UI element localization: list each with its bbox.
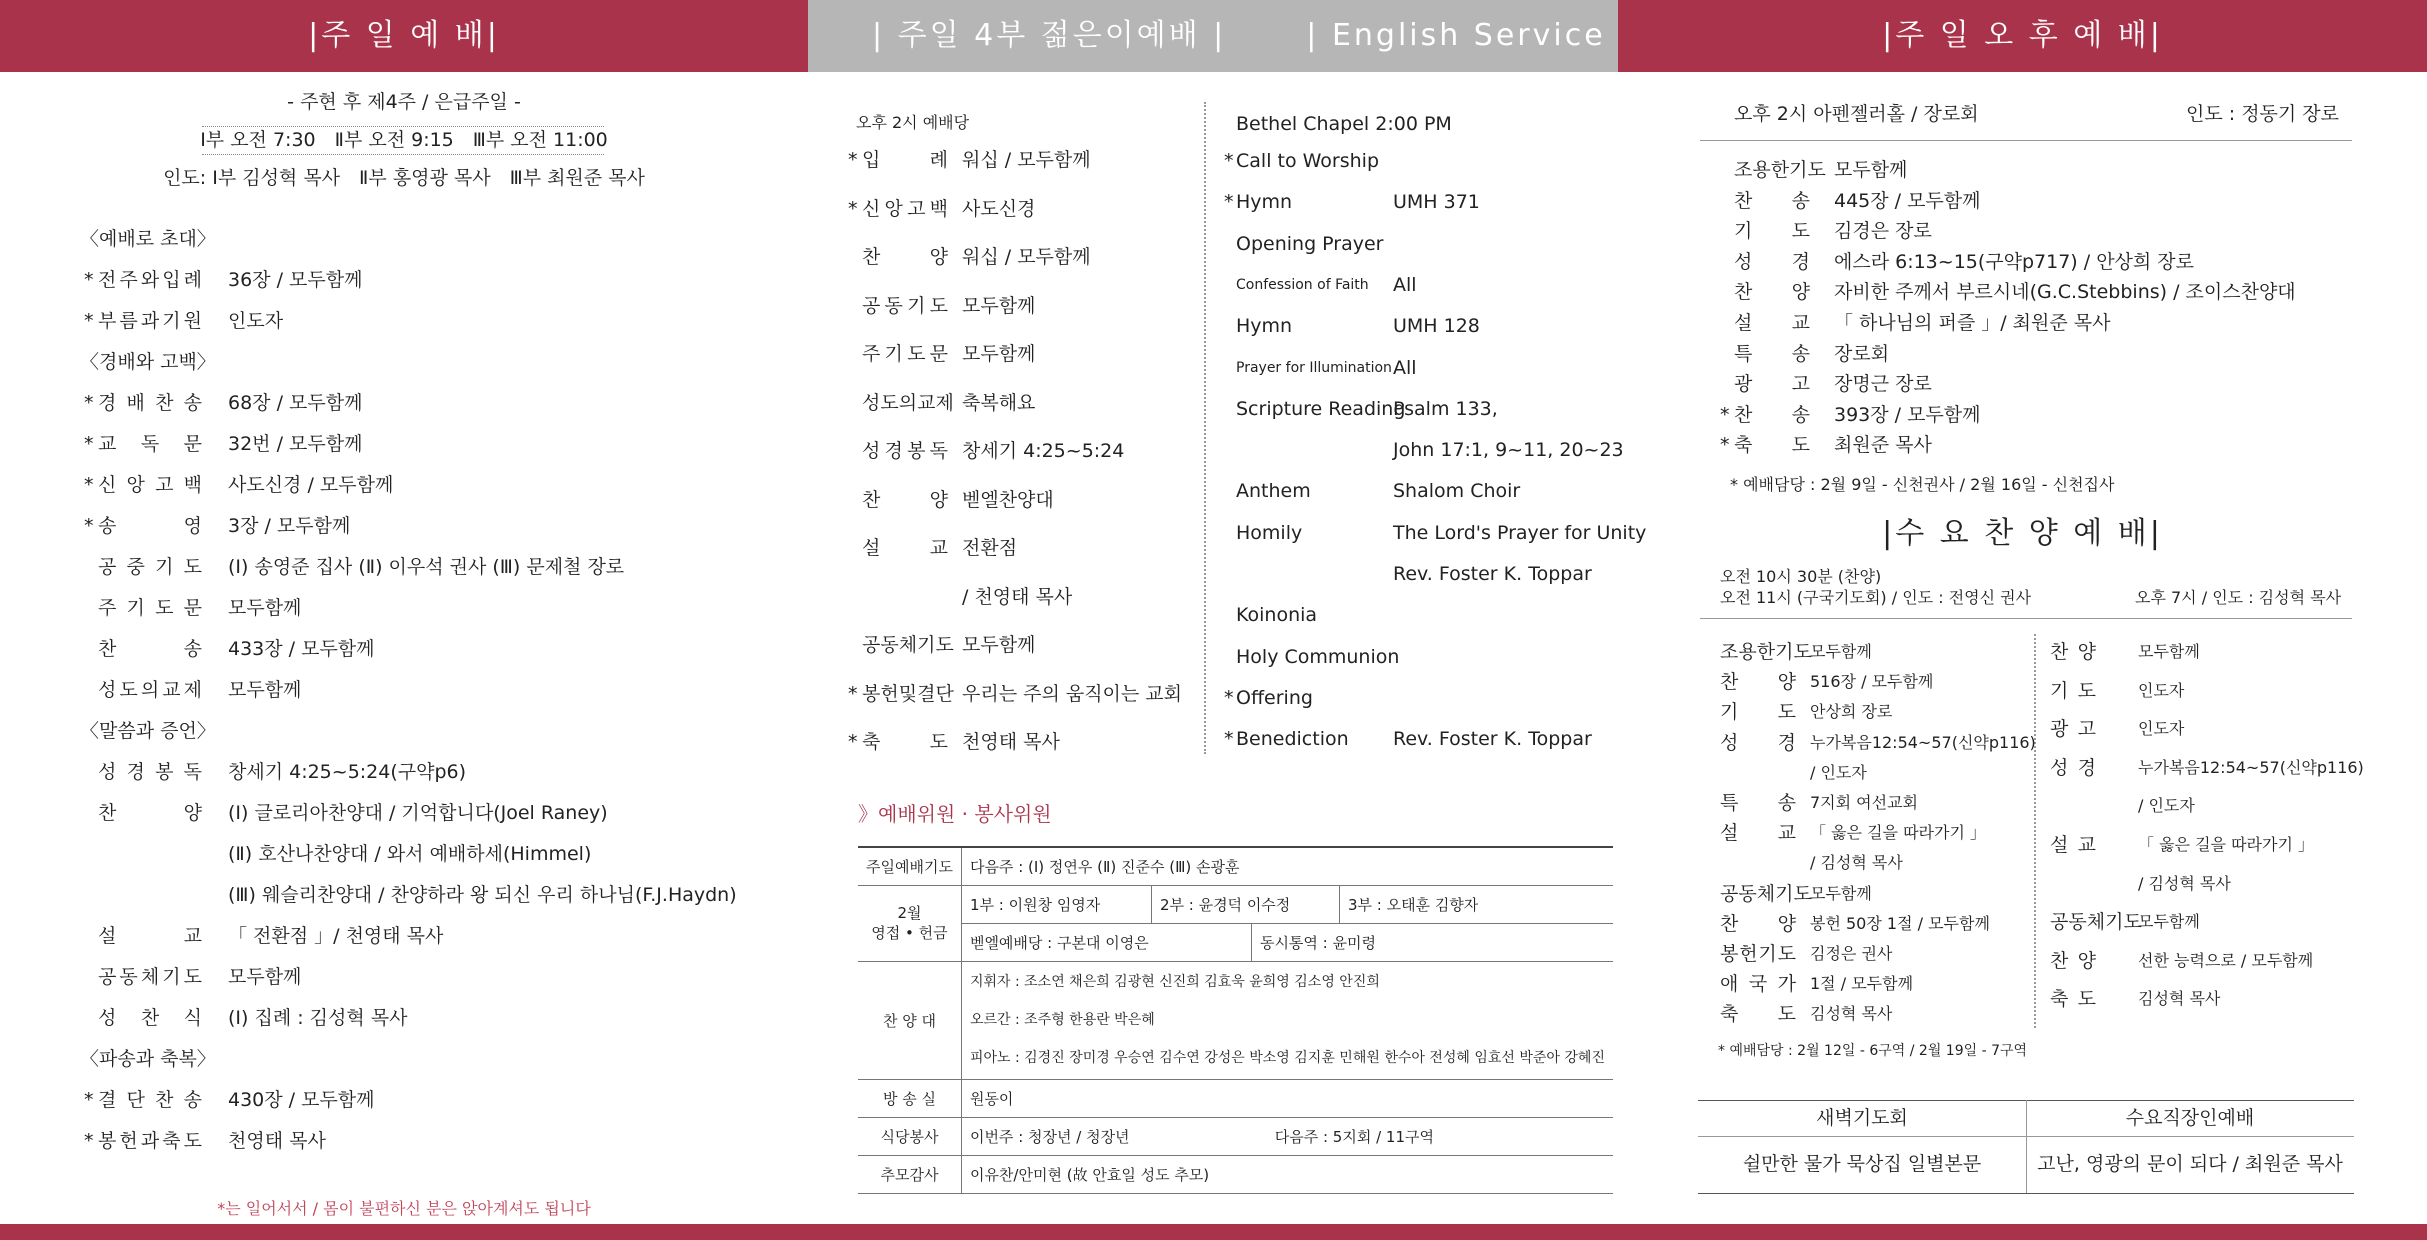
sunday-times: Ⅰ부 오전 7:30 Ⅱ부 오전 9:15 Ⅲ부 오전 11:00 — [200, 129, 608, 151]
item-value: Rev. Foster K. Toppar — [1393, 563, 1592, 585]
item-label: 축 도 — [1720, 1003, 1796, 1026]
wednesday-header: |수 요 찬 양 예 배| — [1882, 516, 2163, 551]
item-value: 7지회 여선교회 — [1810, 793, 1919, 812]
item-label: 경 배 찬 송 — [98, 392, 202, 414]
item-label: 광 고 — [2050, 718, 2096, 741]
item-value: John 17:1, 9~11, 20~23 — [1393, 439, 1624, 462]
item-value: 자비한 주께서 부르시네(G.C.Stebbins) / 조이스찬양대 — [1834, 281, 2296, 304]
item-value: 사도신경 / 모두함께 — [228, 474, 394, 496]
item-label: Koinonia — [1236, 604, 1318, 627]
weekly-value: 다음주 : (Ⅰ) 정연우 (Ⅱ) 진준수 (Ⅲ) 손광훈 — [961, 847, 1613, 885]
greeters-1: 1부 : 이원창 임영자 — [962, 886, 1152, 923]
item-value: 「 전환점 」/ 천영태 목사 — [228, 925, 444, 947]
item-label: Hymn — [1236, 315, 1293, 338]
item-label: 찬 양 — [862, 488, 948, 511]
item-label: 특 송 — [1734, 342, 1810, 365]
item-value: 사도신경 — [962, 197, 1036, 220]
standing-marker-icon: * — [84, 392, 94, 414]
center-divider — [1204, 102, 1206, 754]
item-label: 성 경 봉 독 — [98, 761, 202, 783]
english-place: Bethel Chapel 2:00 PM — [1236, 113, 1452, 135]
item-label: 찬 송 — [1734, 403, 1810, 426]
committee-title: 》예배위원 · 봉사위원 — [858, 802, 1052, 826]
wednesday-divider — [1700, 618, 2352, 619]
item-label: 전 주 와 입 례 — [98, 269, 202, 291]
item-label: 설 교 — [862, 537, 948, 559]
weekly-label: 주일예배기도 — [858, 847, 961, 885]
item-value: 433장 / 모두함께 — [228, 638, 375, 660]
item-label: Homily — [1236, 521, 1303, 544]
wednesday-morning-praise: 오전 10시 30분 (찬양) — [1720, 567, 1882, 586]
dining-cell — [961, 1117, 1613, 1155]
item-label: 조 용 한 기 도 — [1734, 159, 1826, 181]
item-label: 신 앙 고 백 — [98, 474, 202, 496]
item-label: 찬 양 — [2050, 641, 2096, 663]
standing-marker-icon: * — [1224, 686, 1234, 709]
item-label: Opening Prayer — [1236, 232, 1384, 255]
month-label — [858, 885, 961, 961]
item-value: 모두함께 — [962, 634, 1036, 656]
item-value: 68장 / 모두함께 — [228, 392, 363, 414]
item-label: 부 름 과 기 원 — [98, 310, 202, 332]
item-label: 기 도 — [2050, 679, 2096, 702]
item-label: 결 단 찬 송 — [98, 1089, 202, 1111]
item-label: 찬 양 — [1734, 281, 1810, 304]
dining-label: 식당봉사 — [858, 1117, 961, 1155]
standing-marker-icon: * — [1224, 150, 1234, 172]
item-value: 봉헌 50장 1절 / 모두함께 — [1810, 913, 1990, 933]
item-value: 김경은 장로 — [1834, 220, 1932, 243]
item-value: (Ⅱ) 호산나찬양대 / 와서 예배하세(Himmel) — [228, 843, 592, 865]
item-value: 축복해요 — [962, 391, 1036, 414]
item-label: 성 경 봉 독 — [862, 440, 948, 462]
memorial-label: 추모감사 — [858, 1155, 961, 1193]
item-value: (Ⅰ) 글로리아찬양대 / 기억합니다(Joel Raney) — [228, 802, 608, 824]
item-label: 성 경 — [2050, 756, 2096, 779]
wednesday-middle-divider — [2034, 634, 2036, 1028]
sunday-header: |주 일 예 배| — [0, 0, 808, 72]
item-value: 1절 / 모두함께 — [1810, 974, 1914, 994]
standing-marker-icon: * — [1720, 434, 1730, 457]
afternoon-place: 오후 2시 아펜젤러홀 / 장로회 — [1734, 103, 1979, 125]
choir-cell — [961, 961, 1613, 1079]
item-value: 김정은 권사 — [1810, 944, 1893, 963]
item-value: / 인도자 — [1810, 762, 1867, 782]
item-label: 송 영 — [98, 515, 202, 537]
english-header: | English Service | — [1306, 18, 1606, 125]
choir-organ: 오르간 : 조주형 한용란 박은혜 — [969, 1012, 1155, 1028]
item-value: All — [1393, 273, 1417, 296]
item-value: 창세기 4:25~5:24 — [962, 440, 1125, 462]
item-value: 모두함께 — [1834, 159, 1908, 181]
month-label-2: 영접 • 헌금 — [871, 924, 948, 942]
item-label: 설 교 — [1720, 822, 1796, 845]
standing-marker-icon: * — [84, 310, 94, 332]
item-value: 32번 / 모두함께 — [228, 433, 363, 455]
table-row — [858, 1155, 1613, 1193]
worker-service-value: 고난, 영광의 문이 되다 / 최원준 목사 — [2037, 1153, 2343, 1175]
item-value: 모두함께 — [2138, 912, 2200, 932]
item-label: Hymn — [1236, 191, 1293, 214]
dining-this-week: 이번주 : 청장년 / 청장년 — [969, 1127, 1130, 1146]
committee-table — [858, 846, 1613, 1194]
item-value: 누가복음12:54~57(신약p116) — [1810, 732, 2036, 752]
standing-marker-icon: * — [848, 197, 858, 220]
item-value: 최원준 목사 — [1834, 434, 1932, 457]
sunday-leaders: 인도: Ⅰ부 김성혁 목사 Ⅱ부 홍영광 목사 Ⅲ부 최원준 목사 — [163, 167, 645, 189]
item-label: Anthem — [1236, 480, 1311, 503]
item-value: 워십 / 모두함께 — [962, 246, 1091, 268]
item-value: 장명근 장로 — [1834, 373, 1932, 396]
item-label: 찬 양 — [1720, 912, 1796, 935]
item-value: (Ⅰ) 송영준 집사 (Ⅱ) 이우석 권사 (Ⅲ) 문제철 장로 — [228, 556, 625, 578]
item-value: (Ⅲ) 웨슬리찬양대 / 찬양하라 왕 되신 우리 하나님(F.J.Haydn) — [228, 884, 737, 906]
item-value: 모두함께 — [962, 343, 1036, 365]
item-label: Scripture Reading — [1236, 397, 1406, 420]
choir-piano: 피아노 : 김경진 장미경 우승연 김수연 강성은 박소영 김지훈 민해원 한수아 전성혜 임효선 박준아 강혜진 — [969, 1050, 1605, 1066]
item-label: 공 동 체 기 도 — [2050, 911, 2142, 934]
item-label: Confession of Faith — [1236, 276, 1369, 293]
broadcast-value: 원동이 — [961, 1079, 1613, 1117]
item-label: 기 도 — [1734, 220, 1810, 243]
table-row — [858, 1079, 1613, 1117]
section-heading: 〈말씀과 증언〉 — [80, 720, 216, 742]
item-value: 445장 / 모두함께 — [1834, 189, 1981, 212]
item-label: 애 국 가 — [1720, 973, 1796, 996]
item-label: 찬 양 — [862, 246, 948, 268]
item-label: 축 도 — [862, 731, 948, 753]
item-value: 벧엘찬양대 — [962, 488, 1054, 511]
section-heading: 〈경배와 고백〉 — [80, 351, 216, 373]
standing-marker-icon: * — [84, 515, 94, 537]
table-row — [858, 1117, 1613, 1155]
item-label: 축 도 — [2050, 988, 2096, 1011]
item-value: Psalm 133, — [1393, 397, 1498, 420]
item-label: 공 중 기 도 — [98, 556, 202, 578]
item-value: Shalom Choir — [1393, 480, 1521, 503]
item-value: 모두함께 — [962, 294, 1036, 317]
item-value: 누가복음12:54~57(신약p116) — [2138, 757, 2364, 777]
item-label: 성 도 의 교 제 — [98, 679, 202, 701]
item-label: 봉 헌 및 결 단 — [862, 682, 954, 705]
item-value: 430장 / 모두함께 — [228, 1089, 375, 1111]
item-value: 393장 / 모두함께 — [1834, 403, 1981, 426]
item-value: 516장 / 모두함께 — [1810, 672, 1934, 692]
section-heading: 〈파송과 축복〉 — [80, 1048, 216, 1070]
greeters-2: 2부 : 윤경덕 이수정 — [1152, 886, 1340, 923]
times-divider-top — [202, 126, 604, 127]
greeters-3: 3부 : 오태훈 김향자 — [1347, 895, 1479, 914]
wednesday-note: * 예배담당 : 2월 12일 - 6구역 / 2월 19일 - 7구역 — [1718, 1043, 2028, 1059]
item-value: 모두함께 — [2138, 642, 2200, 661]
item-label: 주 기 도 문 — [98, 597, 202, 619]
dawn-prayer-title: 새벽기도회 — [1816, 1107, 1908, 1129]
item-value: (Ⅰ) 집례 : 김성혁 목사 — [228, 1007, 408, 1029]
item-value: 「 옳은 길을 따라가기 」 — [1810, 823, 1986, 843]
standing-marker-icon: * — [1224, 191, 1234, 214]
table-row — [858, 923, 1613, 961]
afternoon-divider — [1700, 140, 2352, 141]
times-divider-bottom — [202, 154, 604, 155]
item-label: 공 동 체 기 도 — [98, 966, 202, 988]
item-value: 우리는 주의 움직이는 교회 — [962, 682, 1183, 705]
item-label: 성 찬 식 — [98, 1007, 202, 1029]
item-label: 공 동 체 기 도 — [1720, 882, 1812, 905]
item-value: 창세기 4:25~5:24(구약p6) — [228, 761, 467, 783]
standing-marker-icon: * — [848, 682, 858, 705]
month-label-1: 2월 — [897, 904, 922, 922]
item-value: / 천영태 목사 — [962, 585, 1073, 608]
standing-marker-icon: * — [84, 474, 94, 496]
item-value: 에스라 6:13~15(구약p717) / 안상희 장로 — [1834, 250, 2195, 273]
greeters-cell — [961, 885, 1613, 923]
standing-marker-icon: * — [1224, 728, 1234, 751]
worker-service-title: 수요직장인예배 — [2125, 1107, 2255, 1129]
item-label: 찬 양 — [1720, 671, 1796, 694]
item-label: 찬 송 — [98, 638, 202, 660]
item-label: 축 도 — [1734, 434, 1810, 457]
item-label: 봉 헌 기 도 — [1720, 943, 1796, 965]
standing-marker-icon: * — [84, 1130, 94, 1152]
wednesday-evening: 오후 7시 / 인도 : 김성혁 목사 — [2135, 588, 2342, 607]
afternoon-leader: 인도 : 정동기 장로 — [2186, 103, 2339, 125]
young-header: | 주일 4부 젊은이예배 | — [872, 18, 1227, 53]
bottom-table-bottom — [1698, 1193, 2354, 1194]
item-value: 3장 / 모두함께 — [228, 515, 351, 537]
young-place: 오후 2시 예배당 — [856, 113, 970, 132]
item-label: 조 용 한 기 도 — [1720, 641, 1812, 663]
item-label: 설 교 — [2050, 834, 2096, 856]
item-value: 인도자 — [2138, 719, 2185, 739]
item-value: 인도자 — [2138, 680, 2185, 700]
item-value: 김성혁 목사 — [1810, 1004, 1893, 1024]
item-value: UMH 128 — [1393, 315, 1480, 338]
item-value: 김성혁 목사 — [2138, 989, 2221, 1009]
item-label: 찬 송 — [1734, 189, 1810, 212]
standing-marker-icon: * — [848, 731, 858, 753]
item-label: 성 경 — [1734, 250, 1810, 273]
item-label: Holy Communion — [1236, 645, 1400, 668]
item-value: 36장 / 모두함께 — [228, 269, 363, 291]
table-row — [858, 847, 1613, 885]
table-row — [858, 885, 1613, 923]
standing-marker-icon: * — [84, 1089, 94, 1111]
item-value: / 김성혁 목사 — [1810, 853, 1903, 873]
memorial-value: 이유찬/안미현 (故 안효일 성도 추모) — [961, 1155, 1613, 1193]
item-value: 모두함께 — [228, 597, 302, 619]
item-label: 성 도 의 교 제 — [862, 391, 954, 414]
broadcast-label: 방 송 실 — [858, 1079, 961, 1117]
item-value: The Lord's Prayer for Unity — [1393, 521, 1647, 544]
item-value: 모두함께 — [228, 966, 302, 988]
item-label: 설 교 — [98, 925, 202, 947]
item-label: 입 례 — [862, 149, 948, 171]
section-heading: 〈예배로 초대〉 — [80, 228, 216, 250]
bethel-cell — [961, 923, 1613, 961]
item-label: 설 교 — [1734, 312, 1810, 334]
item-value: 안상희 장로 — [1810, 702, 1893, 722]
choir-label: 찬 양 대 — [858, 961, 961, 1079]
item-value: Rev. Foster K. Toppar — [1393, 728, 1592, 751]
item-label: 봉 헌 과 축 도 — [98, 1130, 202, 1152]
item-label: 교 독 문 — [98, 433, 202, 455]
standing-marker-icon: * — [1720, 403, 1730, 426]
item-label: 주 기 도 문 — [862, 343, 948, 365]
footer-bar — [0, 1224, 2427, 1240]
dining-next-week: 다음주 : 5지회 / 11구역 — [1274, 1127, 1434, 1146]
item-label: 기 도 — [1720, 701, 1796, 724]
item-label: 특 송 — [1720, 792, 1796, 814]
standing-marker-icon: * — [84, 269, 94, 291]
table-row — [858, 961, 1613, 1079]
item-value: 장로회 — [1834, 342, 1890, 365]
item-value: 모두함께 — [1810, 883, 1872, 903]
bethel-greeters: 벧엘예배당 : 구본대 이영은 — [962, 924, 1252, 961]
standing-marker-icon: * — [84, 433, 94, 455]
item-label: Benediction — [1236, 728, 1349, 751]
item-label: 성 경 — [1720, 731, 1796, 754]
item-value: 인도자 — [228, 310, 284, 332]
item-value: 「 옳은 길을 따라가기 」 — [2138, 835, 2314, 854]
item-value: UMH 371 — [1393, 191, 1480, 214]
item-value: 모두함께 — [228, 679, 302, 701]
item-label: 공 동 기 도 — [862, 294, 948, 317]
item-value: 워십 / 모두함께 — [962, 149, 1091, 171]
item-value: / 김성혁 목사 — [2138, 873, 2231, 893]
item-value: 천영태 목사 — [962, 731, 1060, 753]
item-value: / 인도자 — [2138, 796, 2195, 816]
standing-marker-icon: * — [848, 149, 858, 171]
item-label: Offering — [1236, 686, 1313, 709]
afternoon-note: * 예배담당 : 2월 9일 - 신천권사 / 2월 16일 - 신천집사 — [1730, 475, 2115, 494]
item-label: 광 고 — [1734, 373, 1810, 396]
item-value: 천영태 목사 — [228, 1130, 326, 1152]
item-label: 신 앙 고 백 — [862, 197, 948, 220]
item-label: Prayer for Illumination — [1236, 359, 1392, 376]
item-label: 찬 양 — [2050, 949, 2096, 972]
item-value: 「 하나님의 퍼즐 」/ 최원준 목사 — [1834, 312, 2111, 334]
item-value: 선한 능력으로 / 모두함께 — [2138, 950, 2314, 970]
item-value: 모두함께 — [1810, 642, 1872, 661]
item-label: 공 동 체 기 도 — [862, 634, 954, 656]
standing-note: *는 일어서서 / 몸이 불편하신 분은 앉아계셔도 됩니다 — [217, 1199, 591, 1218]
dawn-prayer-value: 쉴만한 물가 묵상집 일별본문 — [1742, 1153, 1982, 1175]
item-label: Call to Worship — [1236, 150, 1380, 172]
item-value: 전환점 — [962, 537, 1018, 559]
afternoon-header: |주 일 오 후 예 배| — [1618, 0, 2427, 72]
item-value: All — [1393, 356, 1417, 379]
wednesday-morning-prayer: 오전 11시 (구국기도회) / 인도 : 전영신 권사 — [1720, 588, 2032, 607]
choir-conductor: 지휘자 : 조소연 채은희 김광현 신진희 김효욱 윤희영 김소영 안진희 — [969, 974, 1380, 990]
sunday-subtitle: - 주현 후 제4주 / 은급주일 - — [287, 91, 521, 113]
simultaneous-interpretation: 동시통역 : 윤미령 — [1259, 933, 1376, 952]
item-label: 찬 양 — [98, 802, 202, 824]
